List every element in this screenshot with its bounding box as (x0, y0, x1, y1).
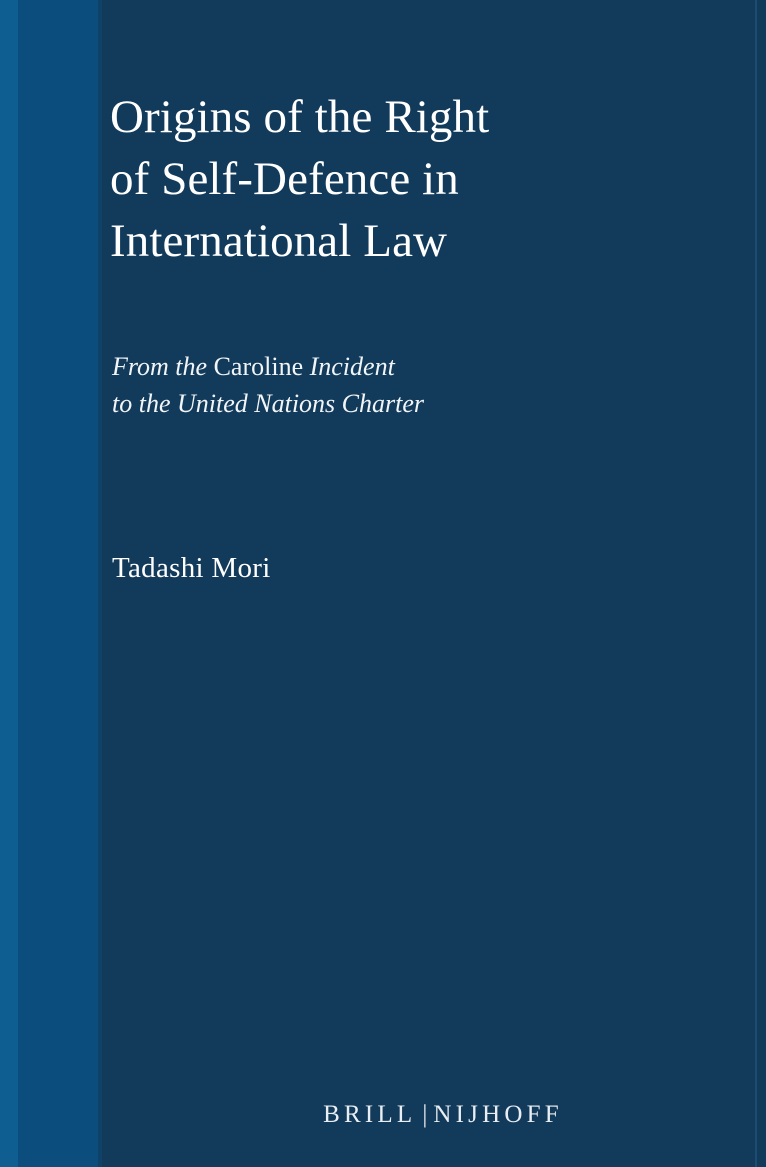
book-title (110, 86, 640, 272)
spine-outer-band (0, 0, 18, 1167)
right-edge-band (757, 0, 766, 1167)
spine-edge-rule (98, 0, 102, 1167)
subtitle-caroline: Caroline (213, 352, 304, 381)
right-edge-rule (755, 0, 757, 1167)
publisher-name-brill: BRILL (323, 1101, 417, 1128)
cover-content (110, 0, 736, 1167)
book-subtitle-line-2: to the United Nations Charter (112, 389, 424, 419)
book-subtitle (112, 348, 632, 423)
spine-inner-band (18, 0, 98, 1167)
publisher-name-nijhoff: NIJHOFF (433, 1101, 563, 1128)
subtitle-incident: Incident (303, 352, 395, 381)
book-title-line-2: of Self-Defence in (110, 153, 459, 206)
subtitle-from-the: From the (112, 352, 214, 381)
book-title-line-1: Origins of the Right (110, 91, 490, 143)
book-author: Tadashi Mori (112, 552, 271, 584)
book-title-line-3: International Law (110, 215, 448, 268)
publisher-logo (110, 1101, 736, 1129)
publisher-separator: | (422, 1101, 428, 1128)
book-subtitle-line-1 (112, 348, 632, 385)
